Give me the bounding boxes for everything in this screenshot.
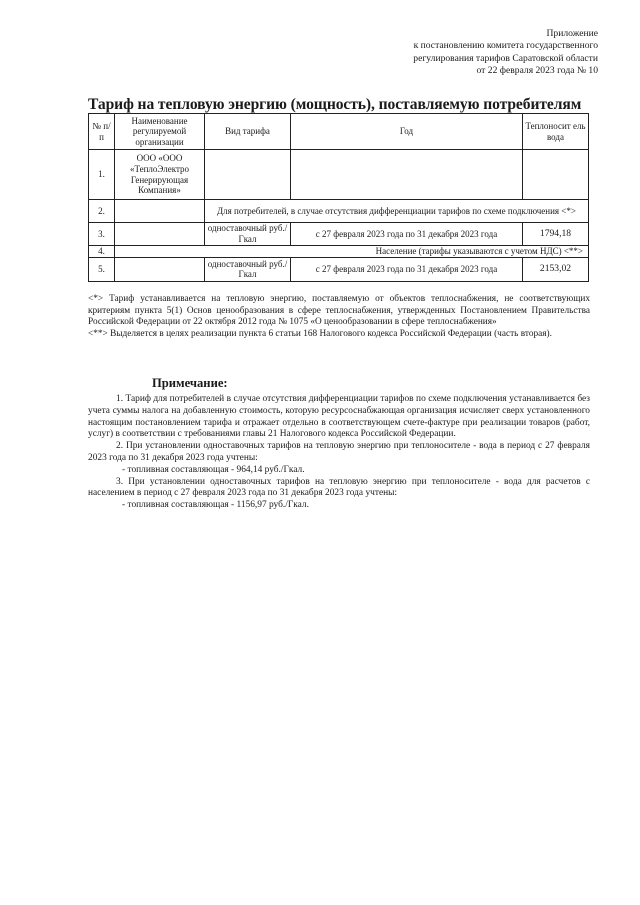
header-org: Наименование регулируемой организации — [115, 114, 205, 150]
header-num: № п/п — [89, 114, 115, 150]
row5-tariff-type: одноставочный руб./Гкал — [205, 257, 291, 281]
row2-empty — [115, 200, 205, 223]
table-header-row — [89, 114, 589, 150]
row1-year — [291, 150, 523, 200]
note-1: 1. Тариф для потребителей в случае отсутствия дифференциации тарифов по схеме подключения устанавливается без учета суммы налога на добавленную стоимость, которую ресурсоснабжающая организация исчисляет сверх установленного настоящим постановлением тарифа и отражает отдельно в соответствующем счете-фактуре при реализации товаров (работ, услуг) в соответствии с требованиями главы 21 Налогового кодекса Российской Федерации. — [88, 394, 590, 440]
row3-value: 1794,18 — [523, 223, 589, 246]
note-3: 3. При установлении одноставочных тарифов на тепловую энергию при теплоносителе - вода для расчетов с населением в период с 27 февраля 2023 года по 31 декабря 2023 года учтены: — [88, 476, 590, 499]
note-3-sub: - топливная составляющая - 1156,97 руб./Гкал. — [122, 500, 309, 511]
header-tariff-type: Вид тарифа — [205, 114, 291, 150]
row4-text: Население (тарифы указываются с учетом НДС) <**> — [115, 246, 589, 258]
row5-num: 5. — [89, 257, 115, 281]
row3-period: с 27 февраля 2023 года по 31 декабря 2023 года — [291, 223, 523, 246]
note-2-sub: - топливная составляющая - 964,14 руб./Гкал. — [122, 464, 305, 475]
row5-period: с 27 февраля 2023 года по 31 декабря 2023 года — [291, 257, 523, 281]
notes — [88, 394, 590, 512]
row3-org — [115, 223, 205, 246]
table-row — [89, 246, 589, 258]
row5-value: 2153,02 — [523, 257, 589, 281]
row1-tariff-type — [205, 150, 291, 200]
appendix-line-3: регулирования тарифов Саратовской области — [413, 52, 598, 64]
footnotes — [88, 294, 590, 341]
appendix-line-1: Приложение — [546, 28, 598, 39]
notes-heading: Примечание: — [152, 376, 228, 390]
footnote-2: <**> Выделяется в целях реализации пункта 6 статьи 168 Налогового кодекса Российской Федерации (часть вторая). — [88, 329, 552, 340]
row2-text: Для потребителей, в случае отсутствия дифференциации тарифов по схеме подключения <*> — [205, 200, 589, 223]
header-year: Год — [291, 114, 523, 150]
tariff-table — [88, 113, 589, 282]
table-row — [89, 200, 589, 223]
note-2: 2. При установлении одноставочных тарифов на тепловую энергию при теплоносителе - вода в период с 27 февраля 2023 года по 31 декабря 2023 года учтены: — [88, 441, 590, 463]
table-row — [89, 257, 589, 281]
header-carrier: Теплоносит ель вода — [523, 114, 589, 150]
row4-num: 4. — [89, 246, 115, 258]
appendix-header — [338, 28, 598, 78]
row2-num: 2. — [89, 200, 115, 223]
row3-tariff-type: одноставочный руб./Гкал — [205, 223, 291, 246]
row1-num: 1. — [89, 150, 115, 200]
appendix-line-4: от 22 февраля 2023 года № 10 — [476, 65, 598, 77]
row3-num: 3. — [89, 223, 115, 246]
footnote-1: <*> Тариф устанавливается на тепловую энергию, поставляемую от объектов теплоснабжения, не соответствующих критериям пункта 5(1) Основ ценообразования в сфере теплоснабжения, утвержденных Постановлением Правительства Российской Федерации от 22 октября 2012 года № 1075 «О ценообразовании в сфере теплоснабжения» — [88, 294, 590, 328]
row5-org — [115, 257, 205, 281]
appendix-line-2: к постановлению комитета государственного — [413, 40, 598, 52]
table-row — [89, 150, 589, 200]
row1-org: ООО «ООО «ТеплоЭлектро Генерирующая Компания» — [115, 150, 205, 200]
table-row — [89, 223, 589, 246]
document-title: Тариф на тепловую энергию (мощность), поставляемую потребителям — [88, 96, 582, 113]
row1-carrier — [523, 150, 589, 200]
